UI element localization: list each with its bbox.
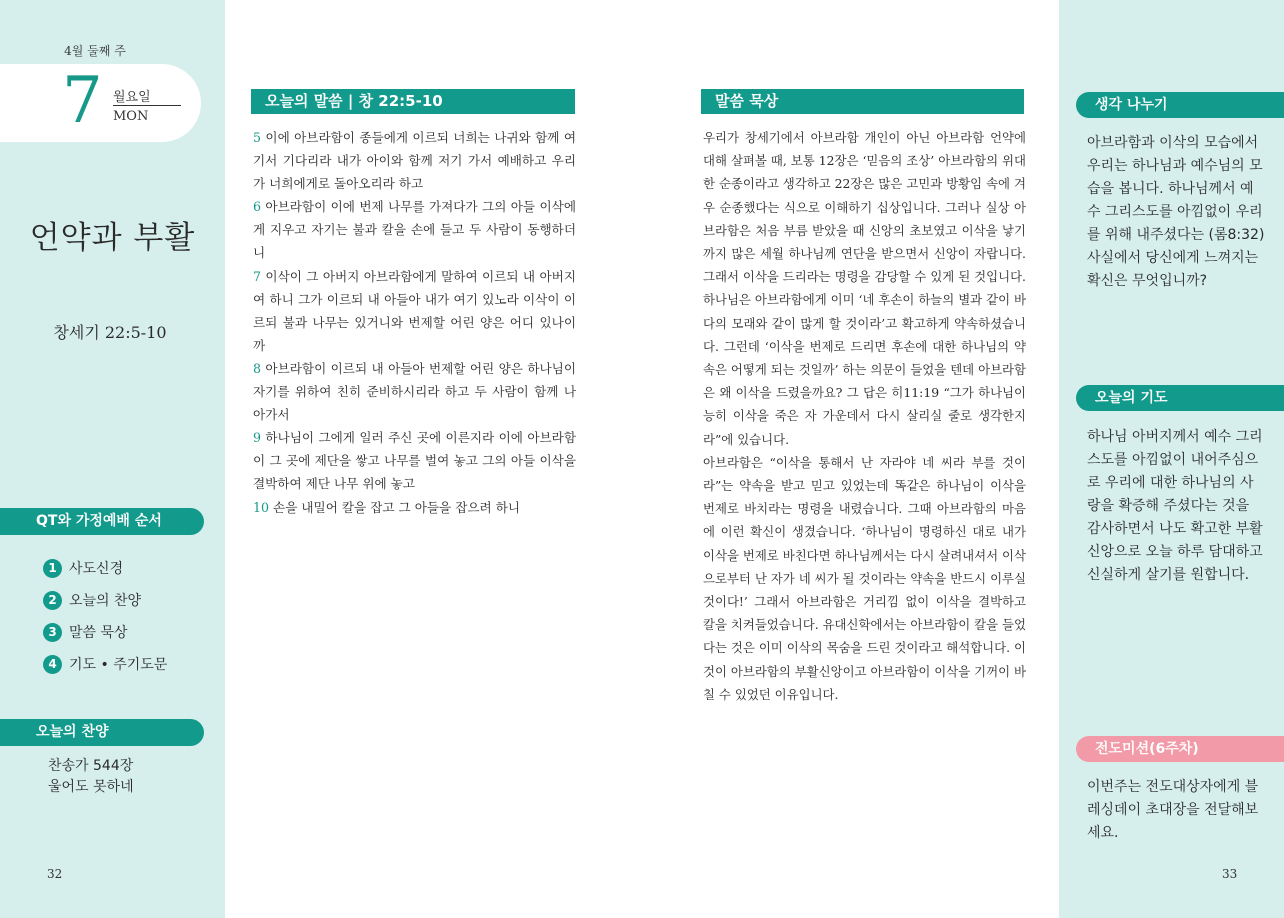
number-badge: 2: [43, 591, 62, 610]
order-item: [43, 552, 167, 584]
scripture-reference: 창세기 22:5-10: [53, 323, 167, 342]
mission-text: 이번주는 전도대상자에게 블레싱데이 초대장을 전달해보세요.: [1087, 779, 1259, 841]
prayer-text: 하나님 아버지께서 예수 그리스도를 아낌없이 내어주심으로 우리에 대한 하나님의 사랑을 확증해 주셨다는 것을 감사하면서 나도 확고한 부활신앙으로 오늘 하루 담대하고 신실하게 살기를 원합니다.: [1087, 429, 1263, 583]
verse-text: 이에 아브라함이 종들에게 이르되 너희는 나귀와 함께 여기서 기다리라 내가 아이와 함께 저기 가서 예배하고 우리가 너희에게로 돌아오리라 하고: [253, 130, 576, 192]
verse-number: 5: [253, 130, 262, 145]
weekday-divider: [113, 105, 181, 106]
page-title: 언약과 부활: [29, 220, 196, 256]
verses-text: [253, 126, 576, 519]
share-header: 생각 나누기: [1076, 92, 1284, 118]
page-number-left: 32: [47, 867, 63, 881]
day-number: 7: [62, 64, 103, 138]
meditation-paragraph: 아브라함은 “이삭을 통해서 난 자라야 네 씨라 부를 것이라”는 약속을 받고 믿고 있었는데 똑같은 하나님이 이삭을 번제로 바치라는 명령을 내렸습니다. 그때 아브라함의 마음에 이런 확신이 생겼습니다. ‘하나님이 명령하신 대로 내가 이삭을 번제로 바친다면 하나님께서는 다시 살려내셔서 이삭으로부터 난 자가 네 씨가 될 것이라는 약속을 반드시 이루실 것이다!’ 그래서 아브라함은 거리낌 없이 이삭을 결박하고 칼을 치켜들었습니다. 유대신학에서는 아브라함이 칼을 들었다는 것은 이미 이삭의 목숨을 드린 것이라고 해석합니다. 이것이 아브라함의 부활신앙이고 아브라함이 이삭을 기꺼이 바칠 수 있었던 이유입니다.: [703, 454, 1026, 702]
order-list: [43, 552, 167, 680]
weekday-english: MON: [113, 109, 149, 124]
verse-number: 9: [253, 430, 262, 446]
hymn-info: [48, 756, 134, 798]
word-header: 오늘의 말씀 | 창 22:5-10: [251, 89, 575, 114]
verse-text: 손을 내밀어 칼을 잡고 그 아들을 잡으려 하니: [269, 499, 521, 515]
hymn-header: 오늘의 찬양: [0, 719, 204, 746]
page-number-right: 33: [1222, 867, 1238, 881]
verse-text: 아브라함이 이르되 내 아들아 번제할 어린 양은 하나님이 자기를 위하여 친히 준비하시리라 하고 두 사람이 함께 나아가서: [253, 360, 576, 423]
week-label: 4월 둘째 주: [64, 44, 126, 58]
order-item-label: 말씀 묵상: [69, 625, 128, 641]
order-item-label: 기도 • 주기도문: [69, 657, 168, 673]
hymn-number: 찬송가 544장: [48, 758, 134, 774]
prayer-header: 오늘의 기도: [1076, 385, 1284, 411]
verse-number: 7: [253, 268, 262, 284]
weekday-korean: 월요일: [113, 90, 151, 105]
verse-number: 6: [253, 199, 262, 215]
order-item: [43, 616, 167, 648]
verse-number: 10: [253, 499, 270, 515]
number-badge: 3: [43, 623, 62, 642]
verse-text: 이삭이 그 아버지 아브라함에게 말하여 이르되 내 아버지여 하니 그가 이르되 내 아들아 내가 여기 있노라 이삭이 이르되 불과 나무는 있거니와 번제할 어린 양은 어디 있나이까: [253, 268, 576, 353]
share-text: 아브라함과 이삭의 모습에서 우리는 하나님과 예수님의 모습을 봅니다. 하나님께서 예수 그리스도를 아낌없이 우리를 위해 내주셨다는 (롬8:32) 사실에서 당신에게 느껴지는 확신은 무엇입니까?: [1087, 135, 1265, 289]
meditation-paragraph: 우리가 창세기에서 아브라함 개인이 아닌 아브라함 언약에 대해 살펴볼 때, 보통 12장은 ‘믿음의 조상’ 아브라함의 위대한 순종이라고 생각하고 22장은 많은 고민과 방황임 속에 겨우 순종했다는 식으로 이해하기 십상입니다. 그러나 실상 아브라함은 처음 부름 받았을 때 신앙의 초보였고 이삭을 낳기까지 많은 세월 하나님께 연단을 받으면서 신앙이 자랍니다. 그래서 이삭을 드리라는 명령을 감당할 수 있게 된 것입니다. 하나님은 아브라함에게 이미 ‘네 후손이 하늘의 별과 같이 바다의 모래와 같이 많게 할 것이라’고 확고하게 약속하셨습니다. 그런데 ‘이삭을 번제로 드리면 후손에 대한 하나님의 약속은 어떻게 되는 것일까’ 하는 의문이 들었을 텐데 아브라함은 왜 이삭을 드렸을까요? 그 답은 히11:19 “그가 하나님이 능히 이삭을 죽은 자 가운데서 다시 살리실 줄로 생각한지라”에 있습니다.: [703, 130, 1026, 447]
hymn-title: 울어도 못하네: [48, 779, 134, 795]
verse-number: 8: [253, 360, 262, 376]
number-badge: 4: [43, 655, 62, 674]
meditation-text: [703, 126, 1026, 706]
meditation-header: 말씀 묵상: [701, 89, 1024, 114]
verse-text: 하나님이 그에게 일러 주신 곳에 이른지라 이에 아브라함이 그 곳에 제단을 쌓고 나무를 벌여 놓고 그의 아들 이삭을 결박하여 제단 나무 위에 놓고: [253, 430, 576, 492]
order-header: QT와 가정예배 순서: [0, 508, 204, 535]
order-item-label: 오늘의 찬양: [69, 593, 142, 609]
number-badge: 1: [43, 559, 62, 578]
order-item: [43, 648, 167, 680]
order-item: [43, 584, 167, 616]
verse-text: 아브라함이 이에 번제 나무를 가져다가 그의 아들 이삭에게 지우고 자기는 불과 칼을 손에 들고 두 사람이 동행하더니: [253, 199, 576, 261]
order-item-label: 사도신경: [69, 561, 124, 577]
mission-header: 전도미션(6주차): [1076, 736, 1284, 762]
